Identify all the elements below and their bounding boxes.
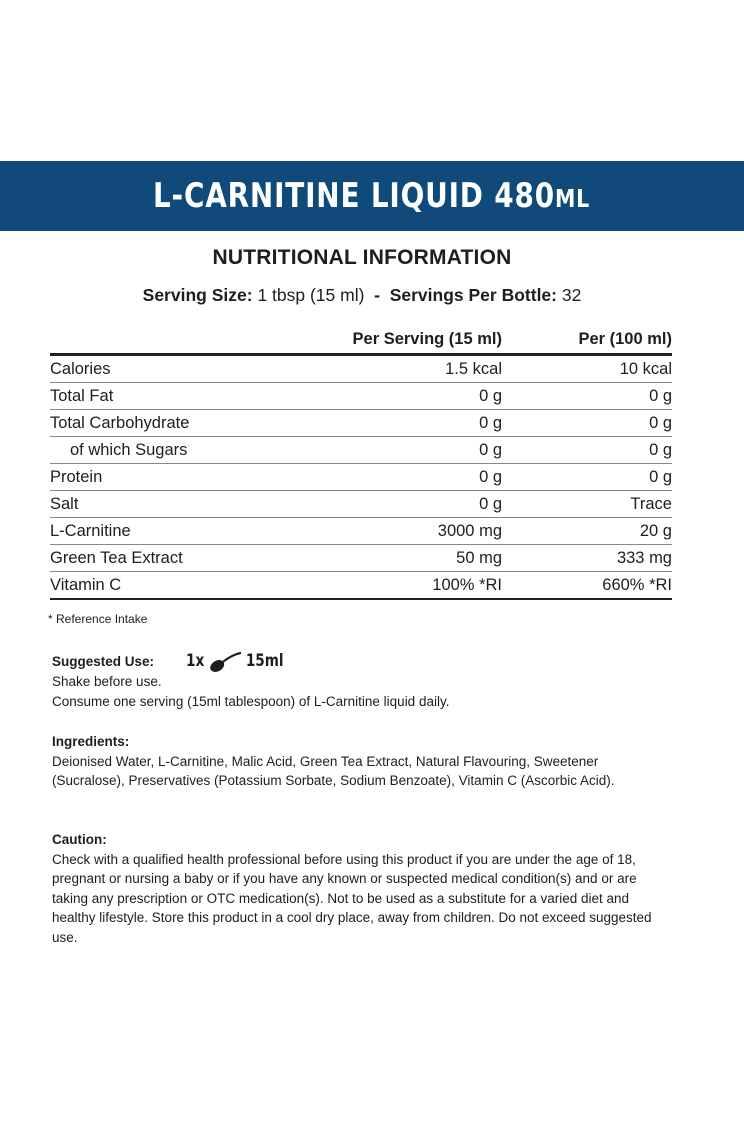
nutrient-name: Calories — [50, 355, 252, 383]
per-serving-value: 0 g — [252, 410, 502, 437]
table-row — [50, 545, 672, 572]
servings-per-bottle-label: Servings Per Bottle: — [389, 285, 557, 305]
header-per-serving: Per Serving (15 ml) — [252, 325, 502, 355]
ingredients-section — [52, 732, 672, 791]
per-serving-value: 50 mg — [252, 545, 502, 572]
suggested-use-label: Suggested Use: — [52, 654, 155, 670]
serving-separator: - — [374, 285, 380, 305]
nutrition-heading: NUTRITIONAL INFORMATION — [212, 246, 512, 269]
nutrient-name: Vitamin C — [50, 572, 252, 600]
spoon-icon — [209, 651, 241, 673]
nutrition-table-body — [50, 355, 672, 600]
dose-amount: 15ml — [245, 651, 284, 672]
ingredients-text: Deionised Water, L-Carnitine, Malic Acid, Green Tea Extract, Natural Flavouring, Sweetener (Sucralose), Preservatives (Potassium Sorbate, Sodium Benzoate), Vitamin C (Ascorbic Acid). — [52, 753, 615, 788]
per-serving-value: 3000 mg — [252, 518, 502, 545]
dose-indicator — [186, 651, 284, 673]
per-serving-value: 0 g — [252, 491, 502, 518]
product-title-unit: ML — [555, 184, 591, 213]
per-100ml-value: 20 g — [502, 518, 672, 545]
nutrient-name: Total Fat — [50, 383, 252, 410]
table-row — [50, 518, 672, 545]
per-serving-value: 100% *RI — [252, 572, 502, 600]
ingredients-label: Ingredients: — [52, 734, 130, 749]
per-100ml-value: 660% *RI — [502, 572, 672, 600]
per-serving-value: 0 g — [252, 464, 502, 491]
serving-info — [0, 285, 724, 306]
footnote: * Reference Intake — [48, 612, 148, 626]
per-100ml-value: 10 kcal — [502, 355, 672, 383]
per-100ml-value: 0 g — [502, 437, 672, 464]
table-row — [50, 572, 672, 600]
per-100ml-value: 0 g — [502, 410, 672, 437]
per-100ml-value: 0 g — [502, 383, 672, 410]
serving-size-value: 1 tbsp (15 ml) — [257, 285, 365, 305]
table-row — [50, 464, 672, 491]
caution-text: Check with a qualified health professional before using this product if you are under the age of 18, pregnant or nursing a baby or if you have any known or suspected medical condition(s) and or are taking any prescription or OTC medication(s). Not to be used as a substitute for a varied diet and healthy lifestyle. Store this product in a cool dry place, away from children. Do not exceed suggested use. — [52, 851, 652, 945]
per-100ml-value: 0 g — [502, 464, 672, 491]
table-header-row — [50, 325, 672, 355]
nutrient-name: L-Carnitine — [50, 518, 252, 545]
per-100ml-value: 333 mg — [502, 545, 672, 572]
per-serving-value: 1.5 kcal — [252, 355, 502, 383]
header-per-100ml: Per (100 ml) — [502, 325, 672, 355]
table-row — [50, 437, 672, 464]
table-row — [50, 383, 672, 410]
header-nutrient — [50, 325, 252, 355]
nutrient-name: Protein — [50, 464, 252, 491]
dose-count: 1x — [186, 651, 205, 672]
per-serving-value: 0 g — [252, 437, 502, 464]
suggested-use-line-1: Shake before use. — [52, 674, 162, 689]
table-row — [50, 491, 672, 518]
per-serving-value: 0 g — [252, 383, 502, 410]
suggested-use-line-2: Consume one serving (15ml tablespoon) of L-Carnitine liquid daily. — [52, 693, 450, 709]
title-banner — [0, 161, 744, 231]
serving-size-label: Serving Size: — [142, 285, 253, 305]
product-title — [153, 176, 590, 216]
caution-section — [52, 830, 672, 947]
suggested-use-section — [52, 652, 672, 711]
table-row — [50, 355, 672, 383]
table-row — [50, 410, 672, 437]
product-title-text: L-CARNITINE LIQUID 480 — [153, 176, 556, 216]
caution-label: Caution: — [52, 832, 107, 847]
servings-per-bottle-value: 32 — [561, 285, 582, 305]
nutrient-name: Salt — [50, 491, 252, 518]
nutrition-table — [50, 325, 672, 600]
nutrient-name: Green Tea Extract — [50, 545, 252, 572]
per-100ml-value: Trace — [502, 491, 672, 518]
nutrient-name: of which Sugars — [50, 437, 252, 464]
nutrient-name: Total Carbohydrate — [50, 410, 252, 437]
